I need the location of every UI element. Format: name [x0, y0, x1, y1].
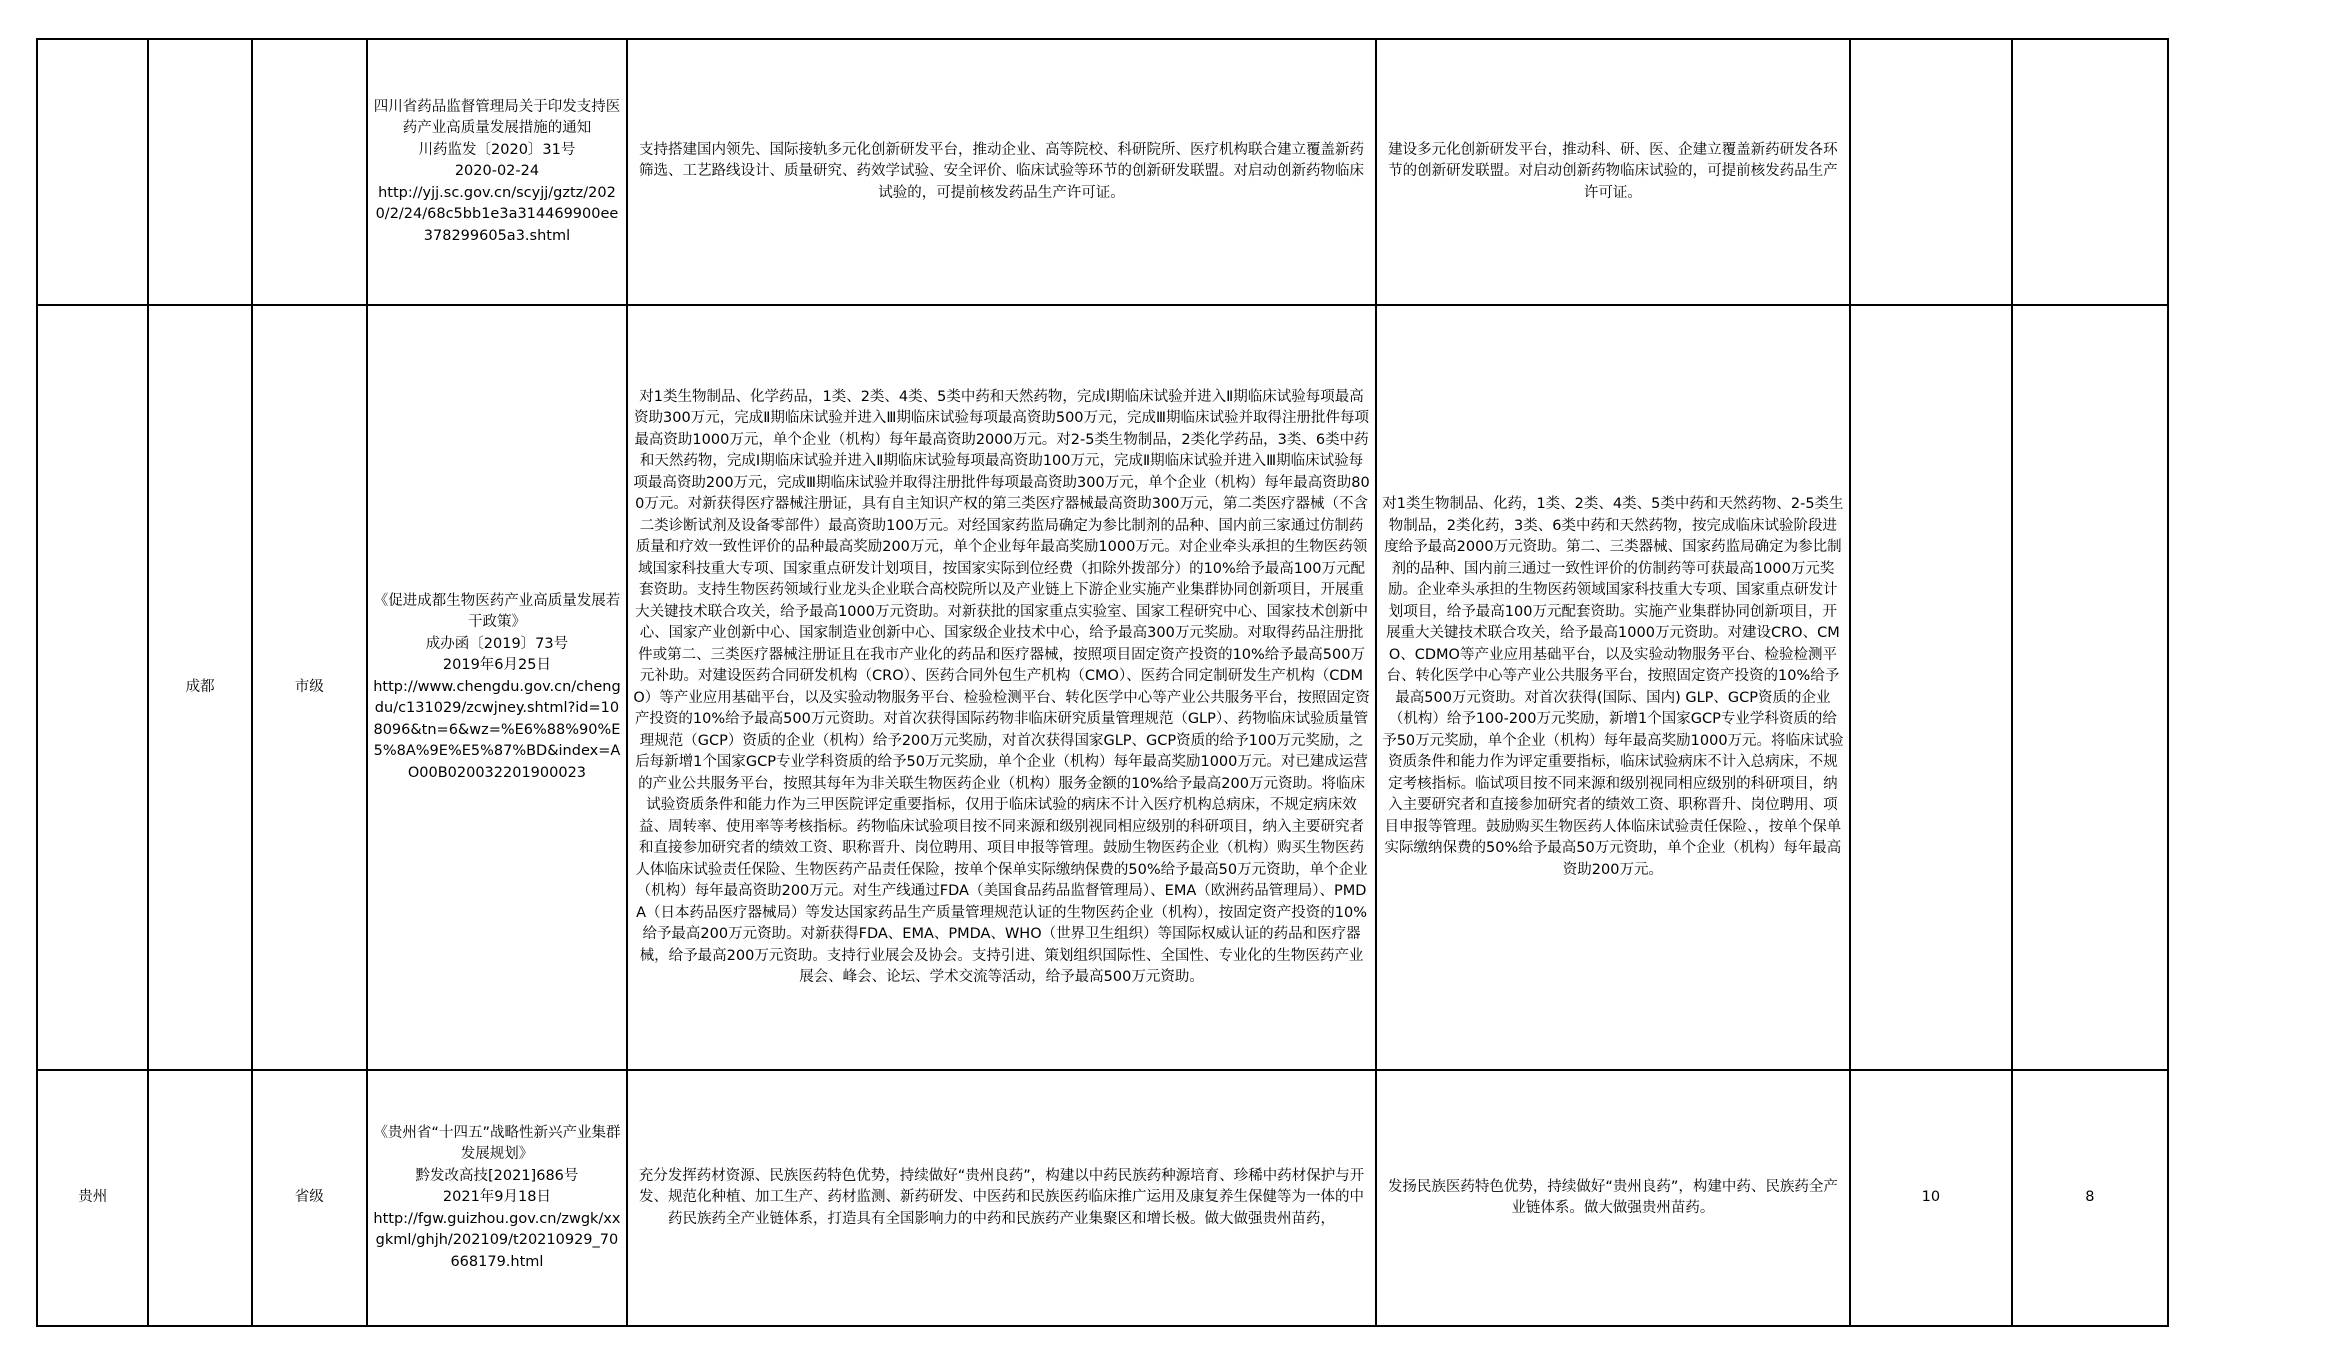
province-cell — [37, 305, 148, 1070]
source-title: 四川省药品监督管理局关于印发支持医药产业高质量发展措施的通知 — [373, 98, 621, 137]
city-cell — [148, 1070, 251, 1326]
source-cell — [367, 305, 628, 1070]
source-url: http://www.chengdu.gov.cn/chengdu/c131029/zcwjney.shtml?id=108096&tn=6&wz=%E6%88%90%E5%8A%9E%E5%87%BD&index=AO00B020032201900023 — [373, 678, 621, 781]
source-doc-number: 成办函〔2019〕73号 — [425, 635, 569, 652]
table-row — [37, 1070, 2168, 1326]
province-cell — [37, 39, 148, 305]
source-url: http://fgw.guizhou.gov.cn/zwgk/xxgkml/ghjh/202109/t20210929_70668179.html — [373, 1210, 621, 1270]
score-cell — [2012, 39, 2168, 305]
source-url: http://yjj.sc.gov.cn/scyjj/gztz/2020/2/24/68c5bb1e3a314469900ee378299605a3.shtml — [375, 184, 619, 244]
policy-content-cell: 支持搭建国内领先、国际接轨多元化创新研发平台，推动企业、高等院校、科研院所、医疗机构联合建立覆盖新药筛选、工艺路线设计、质量研究、药效学试验、安全评价、临床试验等环节的创新研发联盟。对启动创新药物临床试验的，可提前核发药品生产许可证。 — [627, 39, 1376, 305]
policy-summary-cell: 发扬民族医药特色优势，持续做好“贵州良药”，构建中药、民族药全产业链体系。做大做强贵州苗药。 — [1376, 1070, 1850, 1326]
policy-table — [36, 38, 2169, 1327]
source-date: 2019年6月25日 — [442, 657, 551, 674]
source-cell — [367, 39, 628, 305]
province-cell: 贵州 — [37, 1070, 148, 1326]
score-cell — [2012, 305, 2168, 1070]
source-date: 2021年9月18日 — [442, 1189, 551, 1206]
level-cell: 市级 — [252, 305, 367, 1070]
score-cell: 10 — [1850, 1070, 2012, 1326]
policy-summary-cell: 建设多元化创新研发平台，推动科、研、医、企建立覆盖新药研发各环节的创新研发联盟。对启动创新药物临床试验的，可提前核发药品生产许可证。 — [1376, 39, 1850, 305]
policy-content-cell: 充分发挥药材资源、民族医药特色优势，持续做好“贵州良药”，构建以中药民族药种源培育、珍稀中药材保护与开发、规范化种植、加工生产、药材监测、新药研发、中医药和民族医药临床推广运用及康复养生保健等为一体的中药民族药全产业链体系，打造具有全国影响力的中药和民族药产业集聚区和增长极。做大做强贵州苗药， — [627, 1070, 1376, 1326]
source-cell — [367, 1070, 628, 1326]
city-cell: 成都 — [148, 305, 251, 1070]
table-row — [37, 305, 2168, 1070]
level-cell: 省级 — [252, 1070, 367, 1326]
source-title: 《贵州省“十四五”战略性新兴产业集群发展规划》 — [373, 1124, 621, 1163]
table-row — [37, 39, 2168, 305]
city-cell — [148, 39, 251, 305]
policy-content-cell: 对1类生物制品、化学药品，1类、2类、4类、5类中药和天然药物，完成Ⅰ期临床试验并进入Ⅱ期临床试验每项最高资助300万元，完成Ⅱ期临床试验并进入Ⅲ期临床试验每项最高资助500万元，完成Ⅲ期临床试验并取得注册批件每项最高资助1000万元，单个企业（机构）每年最高资助2000万元。对2-5类生物制品，2类化学药品，3类、6类中药和天然药物，完成Ⅰ期临床试验并进入Ⅱ期临床试验每项最高资助100万元，完成Ⅱ期临床试验并进入Ⅲ期临床试验每项最高资助200万元，完成Ⅲ期临床试验并取得注册批件每项最高资助300万元，单个企业（机构）每年最高资助800万元。对新获得医疗器械注册证，具有自主知识产权的第三类医疗器械最高资助300万元，第二类医疗器械（不含二类诊断试剂及设备零部件）最高资助100万元。对经国家药监局确定为参比制剂的品种、国内前三家通过仿制药质量和疗效一致性评价的品种最高奖励200万元，单个企业每年最高奖励1000万元。对企业牵头承担的生物医药领域国家科技重大专项、国家重点研发计划项目，按国家实际到位经费（扣除外拨部分）的10%给予最高100万元配套资助。支持生物医药领域行业龙头企业联合高校院所以及产业链上下游企业实施产业集群协同创新项目，开展重大关键技术联合攻关，给予最高1000万元资助。对新获批的国家重点实验室、国家工程研究中心、国家技术创新中心、国家产业创新中心、国家制造业创新中心、国家级企业技术中心，给予最高300万元奖励。对取得药品注册批件或第二、三类医疗器械注册证且在我市产业化的药品和医疗器械，按照项目固定资产投资的10%给予最高500万元补助。对建设医药合同研发机构（CRO）、医药合同外包生产机构（CMO）、医药合同定制研发生产机构（CDMO）等产业应用基础平台，以及实验动物服务平台、检验检测平台、转化医学中心等产业公共服务平台，按照固定资产投资的10%给予最高500万元资助。对首次获得国际药物非临床研究质量管理规范（GLP）、药物临床试验质量管理规范（GCP）资质的企业（机构）给予200万元奖励，对首次获得国家GLP、GCP资质的给予100万元奖励，之后每新增1个国家GCP专业学科资质的给予50万元奖励，单个企业（机构）每年最高奖励1000万元。对已建成运营的产业公共服务平台，按照其每年为非关联生物医药企业（机构）服务金额的10%给予最高200万元资助。将临床试验资质条件和能力作为三甲医院评定重要指标，仅用于临床试验的病床不计入医疗机构总病床，不规定病床效益、周转率、使用率等考核指标。药物临床试验项目按不同来源和级别视同相应级别的科研项目，纳入主要研究者和直接参加研究者的绩效工资、职称晋升、岗位聘用、项目申报等管理。鼓励生物医药企业（机构）购买生物医药人体临床试验责任保险、生物医药产品责任保险，按单个保单实际缴纳保费的50%给予最高50万元资助，单个企业（机构）每年最高资助200万元。对生产线通过FDA（美国食品药品监督管理局）、EMA（欧洲药品管理局）、PMDA（日本药品医疗器械局）等发达国家药品生产质量管理规范认证的生物医药企业（机构），按固定资产投资的10%给予最高200万元资助。对新获得FDA、EMA、PMDA、WHO（世界卫生组织）等国际权威认证的药品和医疗器械，给予最高200万元资助。支持行业展会及协会。支持引进、策划组织国际性、全国性、专业化的生物医药产业展会、峰会、论坛、学术交流等活动，给予最高500万元资助。 — [627, 305, 1376, 1070]
source-title: 《促进成都生物医药产业高质量发展若干政策》 — [373, 592, 621, 631]
score-cell — [1850, 39, 2012, 305]
source-doc-number: 川药监发〔2020〕31号 — [418, 141, 576, 158]
score-cell — [1850, 305, 2012, 1070]
level-cell — [252, 39, 367, 305]
source-date: 2020-02-24 — [454, 163, 540, 180]
score-cell: 8 — [2012, 1070, 2168, 1326]
source-doc-number: 黔发改高技[2021]686号 — [415, 1167, 579, 1184]
policy-summary-cell: 对1类生物制品、化药，1类、2类、4类、5类中药和天然药物、2-5类生物制品，2类化药，3类、6类中药和天然药物，按完成临床试验阶段进度给予最高2000万元资助。第二、三类器械、国家药监局确定为参比制剂的品种、国内前三通过一致性评价的仿制药等可获最高1000万元奖励。企业牵头承担的生物医药领域国家科技重大专项、国家重点研发计划项目，给予最高100万元配套资助。实施产业集群协同创新项目，开展重大关键技术联合攻关，给予最高1000万元资助。对建设CRO、CMO、CDMO等产业应用基础平台，以及实验动物服务平台、检验检测平台、转化医学中心等产业公共服务平台，按照固定资产投资的10%给予最高500万元资助。对首次获得(国际、国内) GLP、GCP资质的企业（机构）给予100-200万元奖励，新增1个国家GCP专业学科资质的给予50万元奖励，单个企业（机构）每年最高奖励1000万元。将临床试验资质条件和能力作为评定重要指标，临床试验病床不计入总病床，不规定考核指标。临试项目按不同来源和级别视同相应级别的科研项目，纳入主要研究者和直接参加研究者的绩效工资、职称晋升、岗位聘用、项目申报等管理。鼓励购买生物医药人体临床试验责任保险、，按单个保单实际缴纳保费的50%给予最高50万元资助，单个企业（机构）每年最高资助200万元。 — [1376, 305, 1850, 1070]
